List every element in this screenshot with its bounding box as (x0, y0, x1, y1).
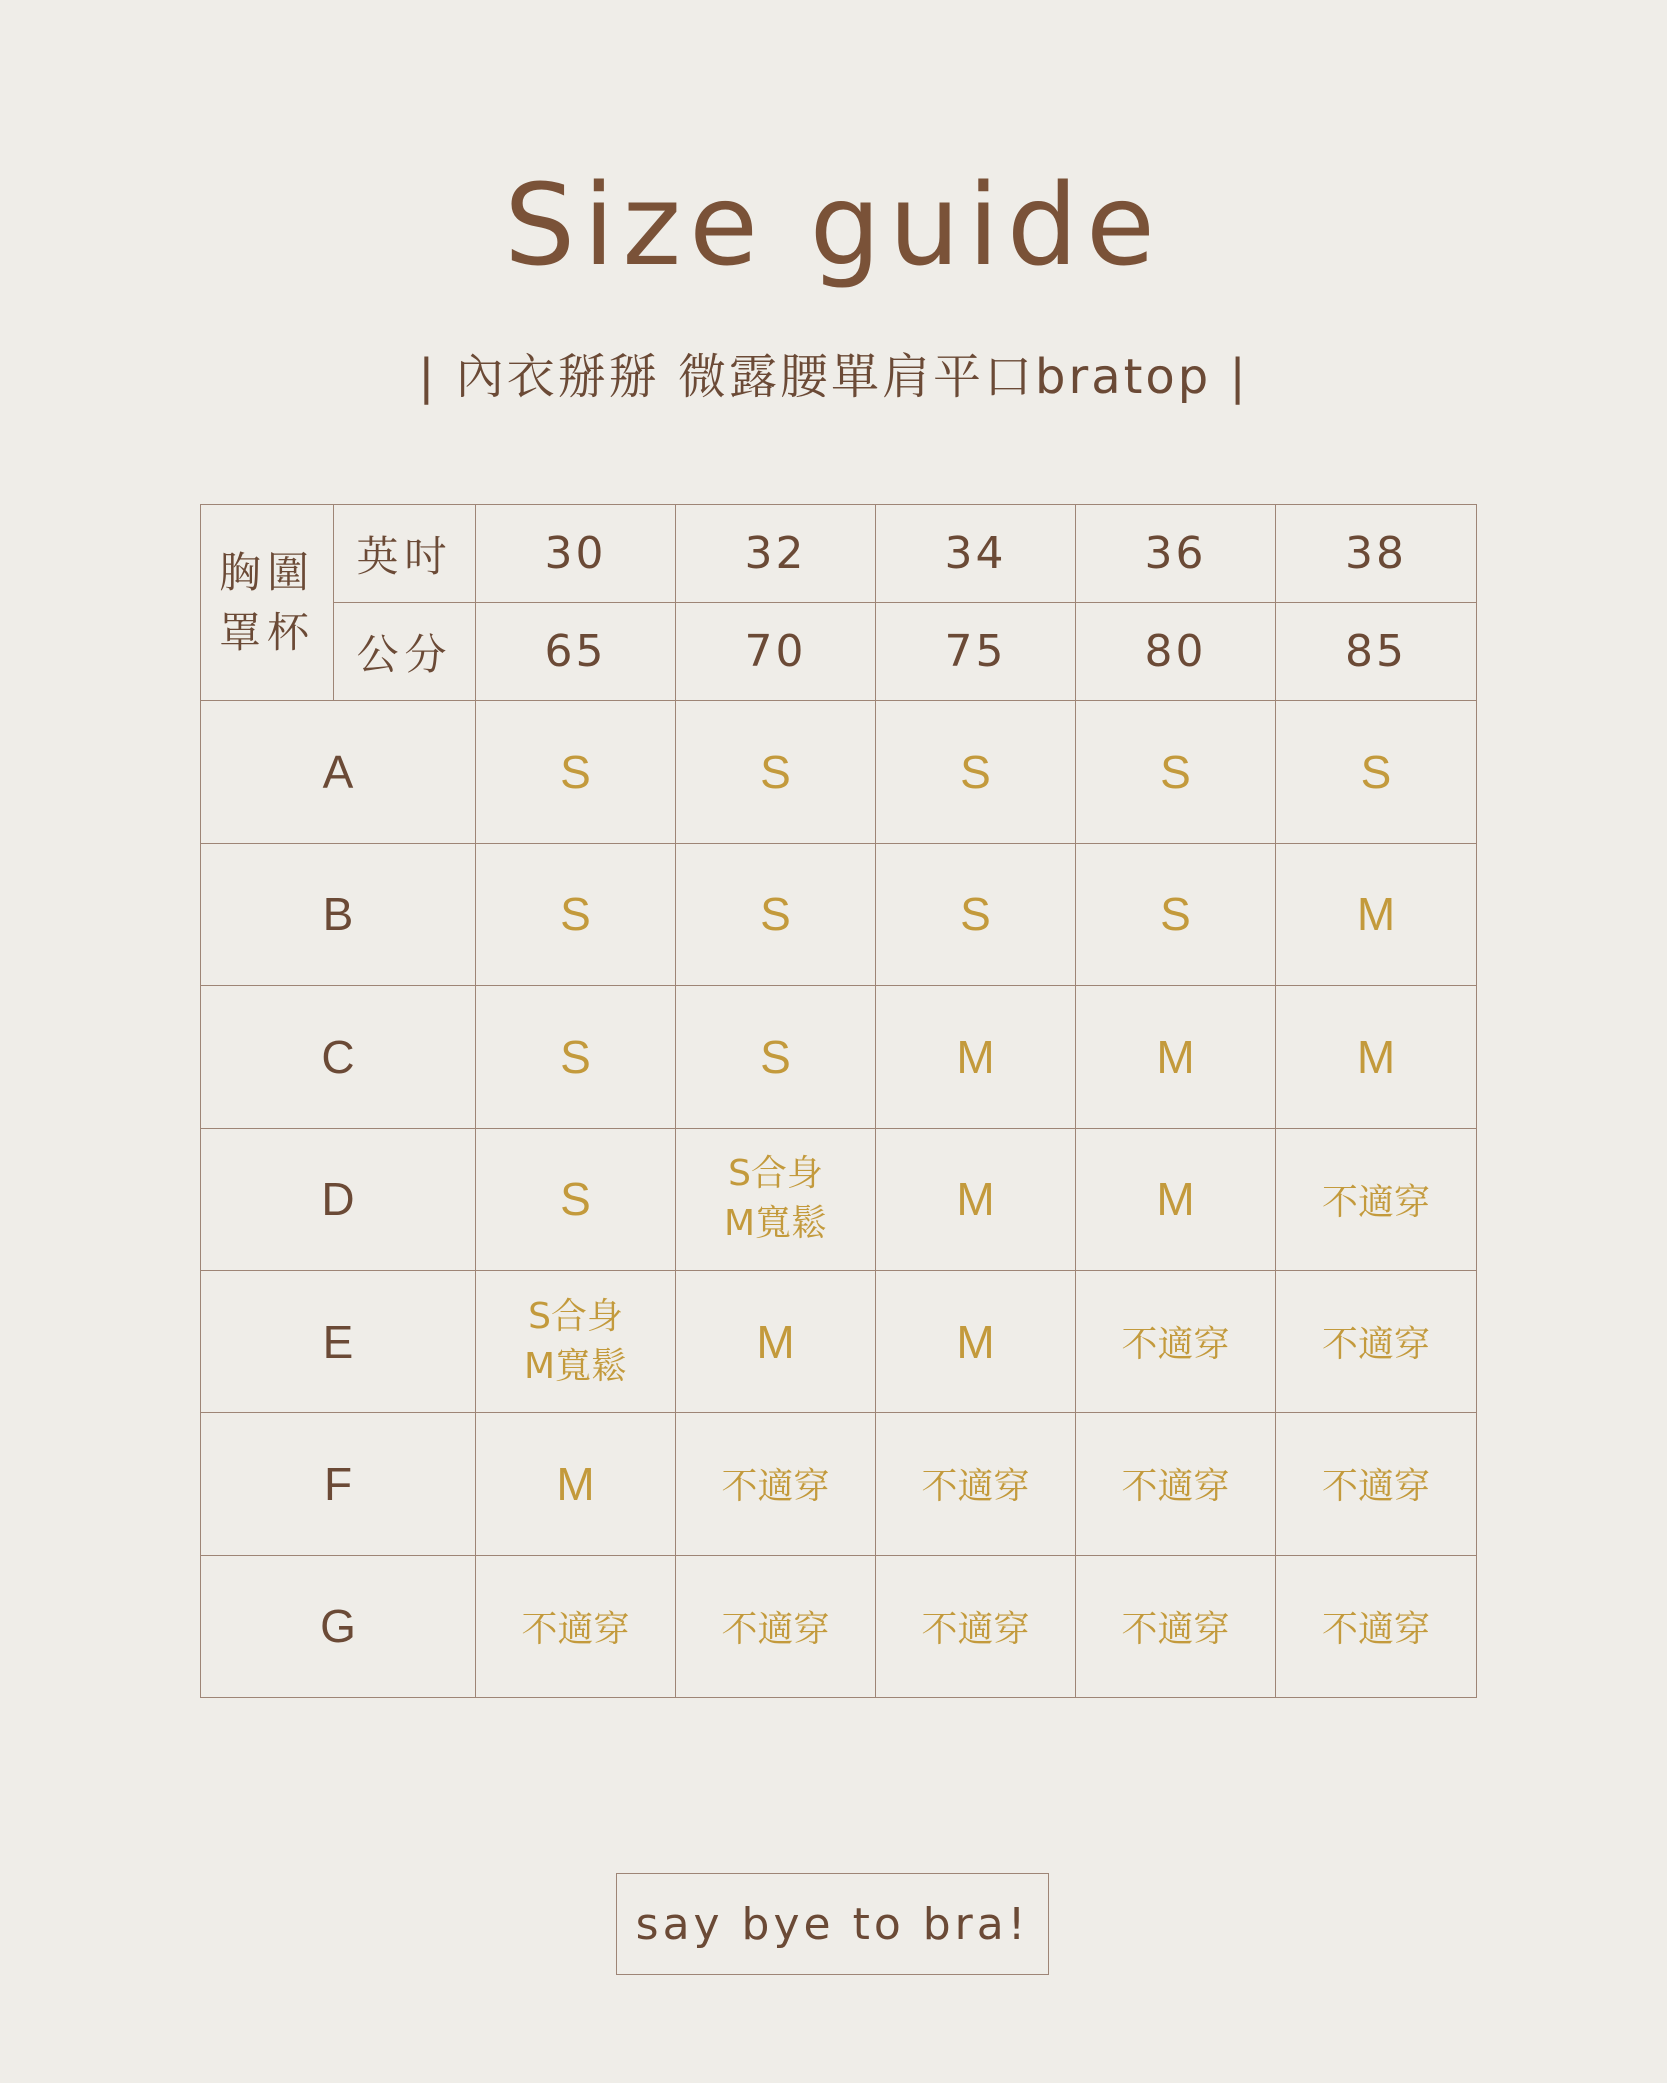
corner-cell (201, 505, 334, 701)
inch-header: 30 (476, 505, 676, 603)
cup-row (201, 843, 1477, 985)
header-row-cm (201, 603, 1477, 701)
cup-row (201, 1413, 1477, 1555)
size-cell: 不適穿 (1276, 1413, 1477, 1555)
size-cell: M (876, 986, 1076, 1128)
inch-header: 32 (676, 505, 876, 603)
size-cell: 不適穿 (1076, 1555, 1276, 1697)
size-cell: S (876, 843, 1076, 985)
cup-row (201, 701, 1477, 843)
size-cell: S (1076, 701, 1276, 843)
size-cell: M (1076, 1128, 1276, 1270)
cup-row (201, 1128, 1477, 1270)
cup-label: B (201, 843, 476, 985)
page-title: Size guide (504, 161, 1163, 291)
size-cell: 不適穿 (476, 1555, 676, 1697)
size-cell: 不適穿 (1276, 1270, 1477, 1412)
size-cell: M (1276, 986, 1477, 1128)
size-cell: M (876, 1270, 1076, 1412)
cm-header: 70 (676, 603, 876, 701)
cm-label: 公分 (334, 603, 476, 701)
size-cell: S (676, 843, 876, 985)
size-cell: S (476, 701, 676, 843)
page-subtitle: | 內衣掰掰 微露腰單肩平口bratop | (418, 349, 1249, 405)
corner-label-bust: 胸圍 (218, 547, 315, 597)
size-cell: 不適穿 (876, 1413, 1076, 1555)
size-cell: 不適穿 (876, 1555, 1076, 1697)
size-cell: 不適穿 (676, 1413, 876, 1555)
cup-label: G (201, 1555, 476, 1697)
size-cell: S (1076, 843, 1276, 985)
size-cell: M (1276, 843, 1477, 985)
size-cell: S (476, 1128, 676, 1270)
size-cell: S (876, 701, 1076, 843)
size-cell: 不適穿 (1076, 1270, 1276, 1412)
size-cell: M (676, 1270, 876, 1412)
size-cell: M (1076, 986, 1276, 1128)
tagline-box: say bye to bra! (616, 1873, 1049, 1975)
header-row-inch (201, 505, 1477, 603)
size-cell: S (476, 843, 676, 985)
cup-label: D (201, 1128, 476, 1270)
cm-header: 80 (1076, 603, 1276, 701)
cm-header: 75 (876, 603, 1076, 701)
size-cell: 不適穿 (1276, 1128, 1477, 1270)
cup-label: F (201, 1413, 476, 1555)
size-cell: 不適穿 (1276, 1555, 1477, 1697)
inch-header: 34 (876, 505, 1076, 603)
cup-label: E (201, 1270, 476, 1412)
cup-label: C (201, 986, 476, 1128)
size-cell: S合身 M寬鬆 (476, 1270, 676, 1412)
inch-label: 英吋 (334, 505, 476, 603)
cup-row (201, 986, 1477, 1128)
size-cell: M (876, 1128, 1076, 1270)
cm-header: 85 (1276, 603, 1477, 701)
size-cell: S (1276, 701, 1477, 843)
cup-row (201, 1555, 1477, 1697)
size-cell: 不適穿 (676, 1555, 876, 1697)
inch-header: 38 (1276, 505, 1477, 603)
size-table (200, 504, 1477, 1698)
size-cell: M (476, 1413, 676, 1555)
size-cell: S (676, 701, 876, 843)
corner-label-cup: 罩杯 (218, 607, 315, 657)
size-cell: S (476, 986, 676, 1128)
size-cell: S (676, 986, 876, 1128)
size-cell: S合身 M寬鬆 (676, 1128, 876, 1270)
cm-header: 65 (476, 603, 676, 701)
size-cell: 不適穿 (1076, 1413, 1276, 1555)
inch-header: 36 (1076, 505, 1276, 603)
cup-label: A (201, 701, 476, 843)
cup-row (201, 1270, 1477, 1412)
